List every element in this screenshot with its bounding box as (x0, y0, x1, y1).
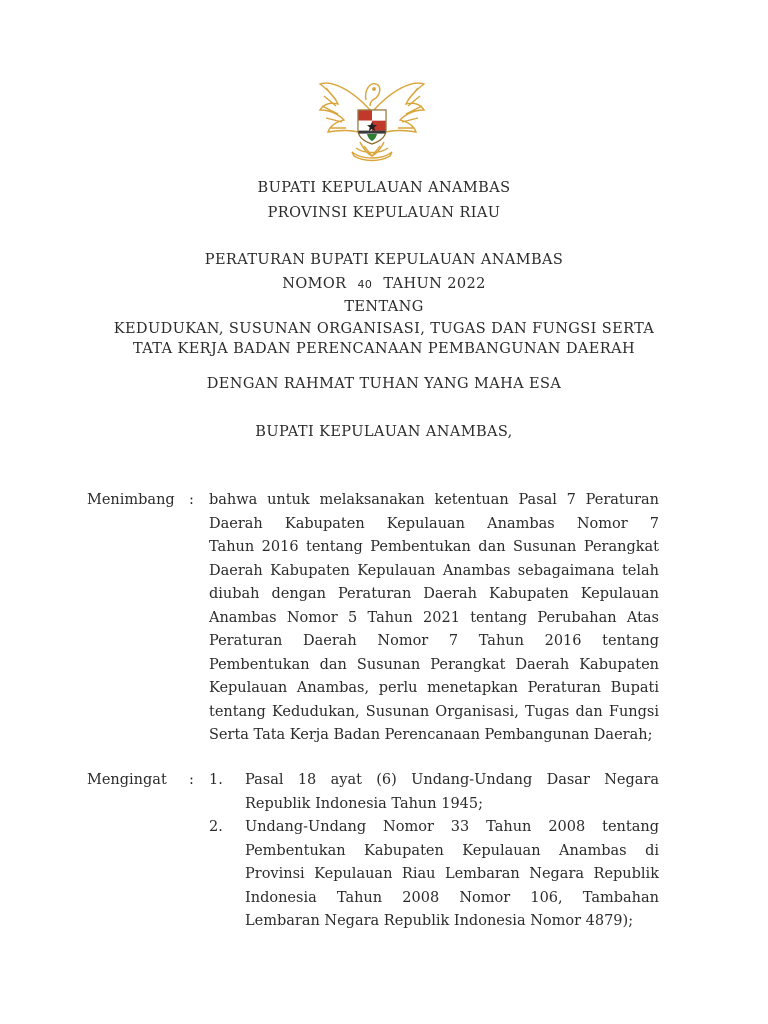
menimbang-line: diubah dengan Peraturan Daerah Kabupaten Kepulauan (209, 586, 659, 602)
official-title: BUPATI KEPULAUAN ANAMBAS (257, 180, 511, 196)
item-line: Undang-Undang Nomor 33 Tahun 2008 tentang (245, 819, 659, 835)
mengingat-item-1 (245, 769, 659, 816)
menimbang-line: Serta Tata Kerja Badan Perencanaan Pembangunan Daerah; (209, 727, 653, 743)
menimbang-line: Tahun 2016 tentang Pembentukan dan Susunan Perangkat (209, 539, 659, 555)
menimbang-line: Peraturan Daerah Nomor 7 Tahun 2016 tentang (209, 633, 659, 649)
menimbang-line: Daerah Kabupaten Kepulauan Anambas sebagaimana telah (209, 562, 659, 579)
enactor: BUPATI KEPULAUAN ANAMBAS, (255, 424, 513, 440)
mengingat-item-2 (245, 816, 659, 934)
regulation-title: PERATURAN BUPATI KEPULAUAN ANAMBAS (204, 252, 564, 268)
mengingat-label: Mengingat (87, 772, 167, 788)
menimbang-colon: : (189, 492, 194, 508)
item-line: Pasal 18 ayat (6) Undang-Undang Dasar Negara (245, 772, 659, 788)
item-line: Lembaran Negara Republik Indonesia Nomor 4879); (245, 913, 634, 929)
nomor-label: NOMOR (282, 276, 347, 292)
menimbang-line: Daerah Kabupaten Kepulauan Anambas Nomor 7 (209, 515, 659, 532)
garuda-emblem-icon (312, 70, 432, 166)
tahun-label: TAHUN 2022 (383, 276, 486, 292)
menimbang-line: tentang Kedudukan, Susunan Organisasi, Tugas dan Fungsi (209, 703, 659, 720)
item-number: 2. (209, 819, 223, 835)
nomor-value: 40 (357, 278, 373, 291)
menimbang-line: Kepulauan Anambas, perlu menetapkan Peraturan Bupati (209, 680, 659, 696)
item-line: Indonesia Tahun 2008 Nomor 106, Tambahan (245, 889, 659, 906)
invocation: DENGAN RAHMAT TUHAN YANG MAHA ESA (206, 376, 562, 392)
menimbang-line: Anambas Nomor 5 Tahun 2021 tentang Perubahan Atas (209, 609, 659, 626)
subject-line-2: TATA KERJA BADAN PERENCANAAN PEMBANGUNAN DAERAH (132, 341, 636, 357)
menimbang-line: Pembentukan dan Susunan Perangkat Daerah Kabupaten (209, 656, 659, 673)
item-line: Pembentukan Kabupaten Kepulauan Anambas di (245, 842, 659, 859)
menimbang-line: bahwa untuk melaksanakan ketentuan Pasal 7 Peraturan (209, 492, 659, 508)
item-line: Provinsi Kepulauan Riau Lembaran Negara Republik (245, 866, 659, 882)
menimbang-paragraph (209, 489, 659, 748)
item-number: 1. (209, 772, 223, 788)
mengingat-colon: : (189, 772, 194, 788)
regulation-number (0, 276, 768, 292)
province-title: PROVINSI KEPULAUAN RIAU (267, 205, 501, 221)
tentang-label: TENTANG (344, 299, 424, 315)
menimbang-label: Menimbang (87, 492, 175, 508)
subject-line-1: KEDUDUKAN, SUSUNAN ORGANISASI, TUGAS DAN FUNGSI SERTA (113, 321, 655, 337)
item-line: Republik Indonesia Tahun 1945; (245, 795, 484, 812)
